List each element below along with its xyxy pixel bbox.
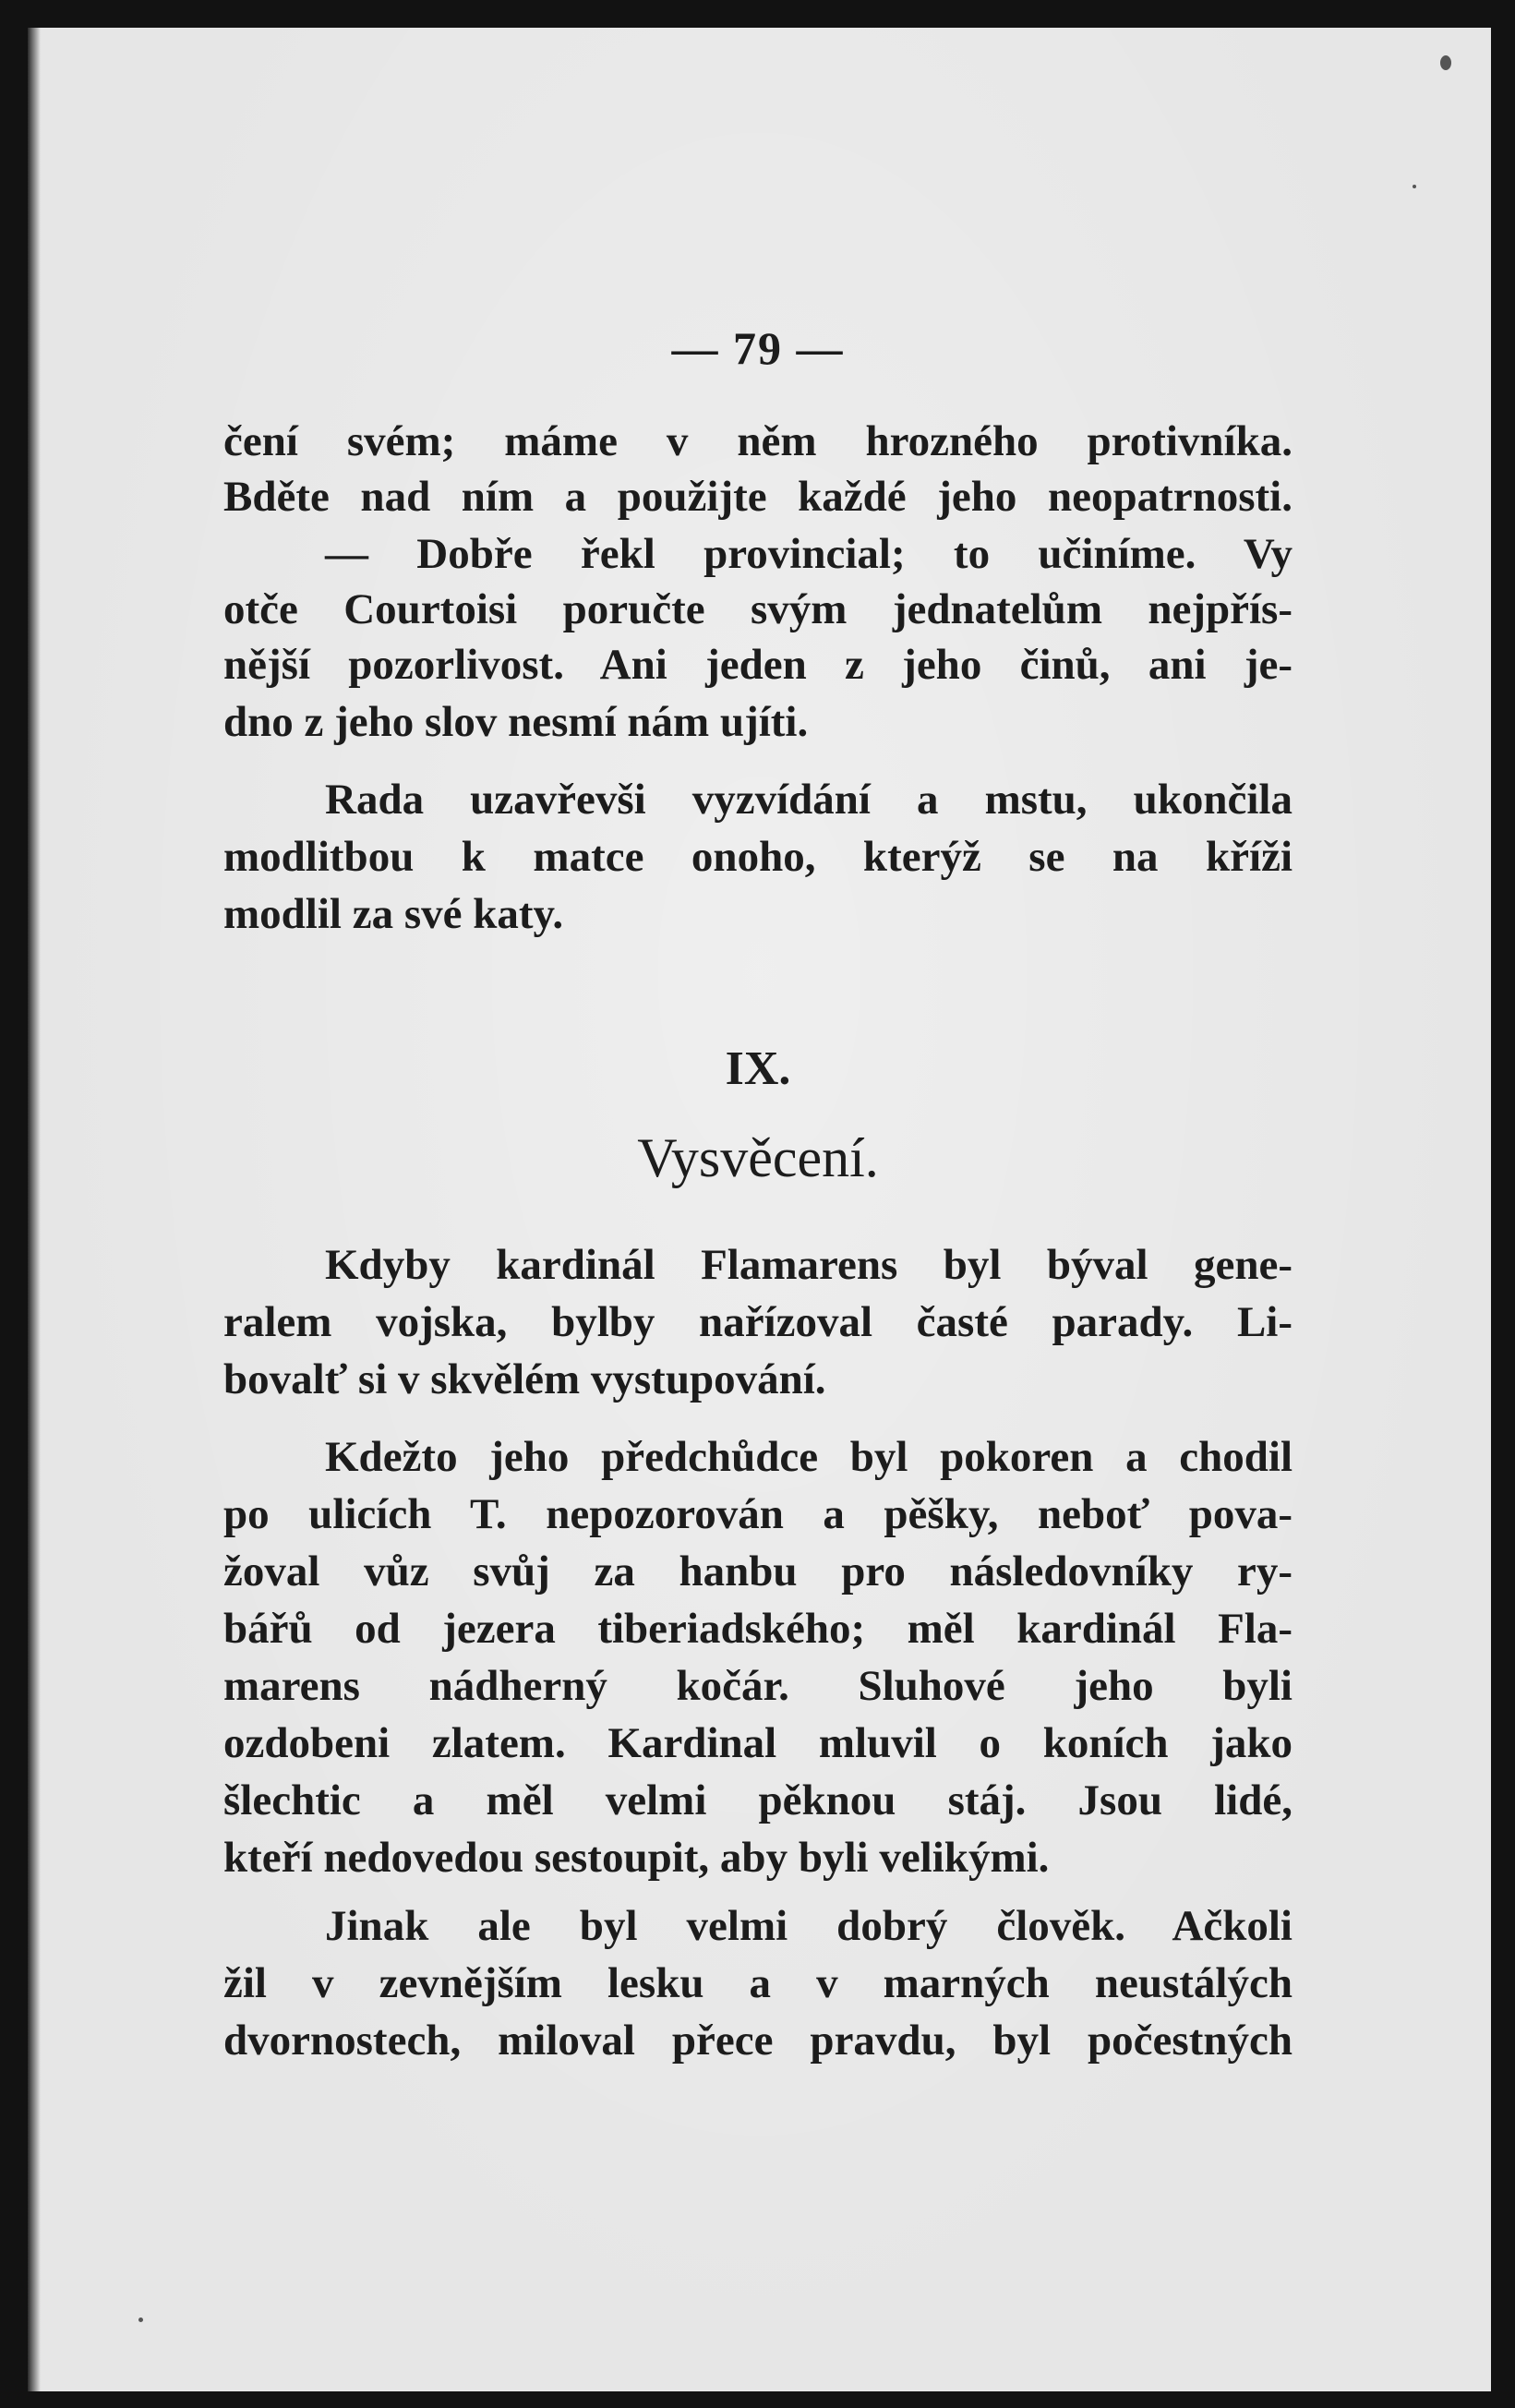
text-line: Kdyby kardinál Flamarens byl býval gene- <box>325 1241 1293 1289</box>
text-line: marens nádherný kočár. Sluhové jeho byli <box>223 1662 1293 1710</box>
text-line: dno z jeho slov nesmí nám ujíti. <box>223 698 809 746</box>
text-line: bářů od jezera tiberiadského; měl kardinál Fla- <box>223 1605 1293 1653</box>
text-line: kteří nedovedou sestoupit, aby byli velikými. <box>223 1834 1050 1882</box>
page-number: — 79 — <box>671 322 845 374</box>
text-line: — Dobře řekl provincial; to učiníme. Vy <box>325 530 1293 578</box>
chapter-title: Vysvěcení. <box>637 1127 879 1188</box>
text-line: po ulicích T. nepozorován a pěšky, neboť pova- <box>223 1490 1293 1538</box>
text-line: otče Courtoisi poručte svým jednatelům nejpřís- <box>223 585 1293 633</box>
paper-speck <box>138 2318 143 2322</box>
text-line: nější pozorlivost. Ani jeden z jeho činů, ani je- <box>223 641 1293 689</box>
chapter-number: IX. <box>725 1042 791 1095</box>
book-page <box>28 28 1491 2391</box>
text-line: Jinak ale byl velmi dobrý člověk. Ačkoli <box>325 1902 1293 1950</box>
paper-speck <box>1440 55 1451 70</box>
text-line: žil v zevnějším lesku a v marných neustálých <box>223 1959 1293 2007</box>
text-line: modlitbou k matce onoho, kterýž se na kříži <box>223 833 1293 881</box>
text-line: čení svém; máme v něm hrozného protivníka. <box>223 417 1293 465</box>
text-line: bovalť si v skvělém vystupování. <box>223 1355 826 1403</box>
text-line: modlil za své katy. <box>223 890 564 938</box>
paper-speck <box>1413 185 1416 188</box>
text-line: žoval vůz svůj za hanbu pro následovníky ry- <box>223 1547 1293 1595</box>
text-line: Rada uzavřevši vyzvídání a mstu, ukončila <box>325 776 1293 824</box>
text-line: Kdežto jeho předchůdce byl pokoren a chodil <box>325 1433 1293 1481</box>
text-line: Bděte nad ním a použijte každé jeho neopatrnosti. <box>223 473 1293 521</box>
text-line: dvornostech, miloval přece pravdu, byl počestných <box>223 2017 1293 2065</box>
text-line: šlechtic a měl velmi pěknou stáj. Jsou lidé, <box>223 1776 1293 1824</box>
text-line: ralem vojska, bylby nařízoval časté parady. Li- <box>223 1298 1293 1346</box>
binding-edge <box>28 28 41 2391</box>
text-line: ozdobeni zlatem. Kardinal mluvil o koních jako <box>223 1719 1293 1767</box>
